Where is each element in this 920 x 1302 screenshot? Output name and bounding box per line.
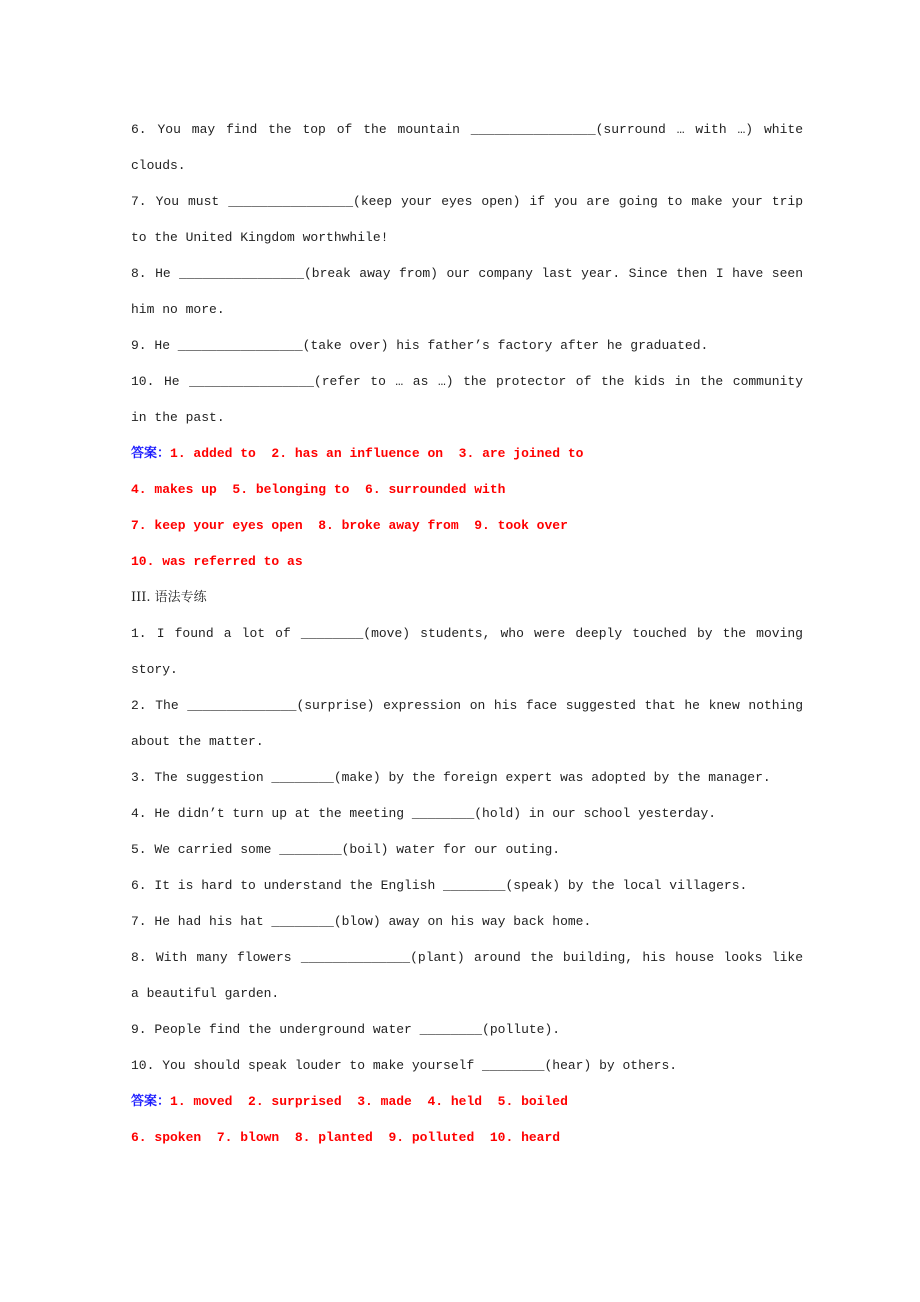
line-text: 1. added to 2. has an influence on 3. are joined to: [170, 446, 584, 461]
line-text: 8. He ________________(break away from) our company last year. Since then I have seen: [131, 266, 803, 281]
exercise-line: [131, 796, 803, 832]
exercise-line: [131, 328, 803, 364]
answer-line: [131, 472, 803, 508]
line-text: a beautiful garden.: [131, 986, 280, 1001]
exercise-line: [131, 1048, 803, 1084]
answer-line: [131, 436, 803, 472]
line-text: 10. was referred to as: [131, 554, 303, 569]
line-text: III. 语法专练: [131, 590, 207, 605]
exercise-line: [131, 976, 803, 1012]
exercise-line: [131, 148, 803, 184]
document-page: [131, 112, 803, 1156]
exercise-line: [131, 940, 803, 976]
answer-label: 答案：: [131, 1094, 171, 1109]
line-text: 10. You should speak louder to make yourself ________(hear) by others.: [131, 1058, 678, 1073]
line-text: to the United Kingdom worthwhile!: [131, 230, 389, 245]
line-text: 9. He ________________(take over) his father’s factory after he graduated.: [131, 338, 709, 353]
line-text: about the matter.: [131, 734, 264, 749]
answer-line: [131, 508, 803, 544]
exercise-line: [131, 724, 803, 760]
line-text: 6. spoken 7. blown 8. planted 9. polluted 10. heard: [131, 1130, 561, 1145]
exercise-line: [131, 868, 803, 904]
answer-line: [131, 1120, 803, 1156]
line-text: 2. The ______________(surprise) expression on his face suggested that he knew nothing: [131, 698, 803, 713]
line-text: 10. He ________________(refer to … as …) the protector of the kids in the community: [131, 374, 803, 389]
line-text: 7. You must ________________(keep your eyes open) if you are going to make your trip: [131, 194, 803, 209]
line-text: 1. moved 2. surprised 3. made 4. held 5. boiled: [170, 1094, 568, 1109]
answer-line: [131, 1084, 803, 1120]
line-text: 4. makes up 5. belonging to 6. surrounded with: [131, 482, 506, 497]
exercise-line: [131, 112, 803, 148]
line-text: 8. With many flowers ______________(plant) around the building, his house looks like: [131, 950, 803, 965]
exercise-line: [131, 220, 803, 256]
line-text: in the past.: [131, 410, 225, 425]
exercise-line: [131, 256, 803, 292]
line-text: story.: [131, 662, 178, 677]
exercise-line: [131, 760, 803, 796]
exercise-line: [131, 184, 803, 220]
line-text: clouds.: [131, 158, 186, 173]
line-text: 5. We carried some ________(boil) water for our outing.: [131, 842, 561, 857]
line-text: 3. The suggestion ________(make) by the foreign expert was adopted by the manager.: [131, 770, 771, 785]
line-text: 6. It is hard to understand the English ________(speak) by the local villagers.: [131, 878, 748, 893]
exercise-line: [131, 292, 803, 328]
exercise-line: [131, 904, 803, 940]
exercise-line: [131, 652, 803, 688]
line-text: 1. I found a lot of ________(move) students, who were deeply touched by the moving: [131, 626, 803, 641]
line-text: 9. People find the underground water ________(pollute).: [131, 1022, 561, 1037]
section-heading: [131, 580, 803, 616]
exercise-line: [131, 616, 803, 652]
exercise-line: [131, 832, 803, 868]
exercise-line: [131, 688, 803, 724]
line-text: 4. He didn’t turn up at the meeting ________(hold) in our school yesterday.: [131, 806, 717, 821]
answer-line: [131, 544, 803, 580]
line-text: him no more.: [131, 302, 225, 317]
answer-label: 答案：: [131, 446, 171, 461]
exercise-line: [131, 1012, 803, 1048]
line-text: 7. He had his hat ________(blow) away on his way back home.: [131, 914, 592, 929]
exercise-line: [131, 400, 803, 436]
line-text: 7. keep your eyes open 8. broke away from 9. took over: [131, 518, 568, 533]
exercise-line: [131, 364, 803, 400]
line-text: 6. You may find the top of the mountain ________________(surround … with …) white: [131, 122, 803, 137]
